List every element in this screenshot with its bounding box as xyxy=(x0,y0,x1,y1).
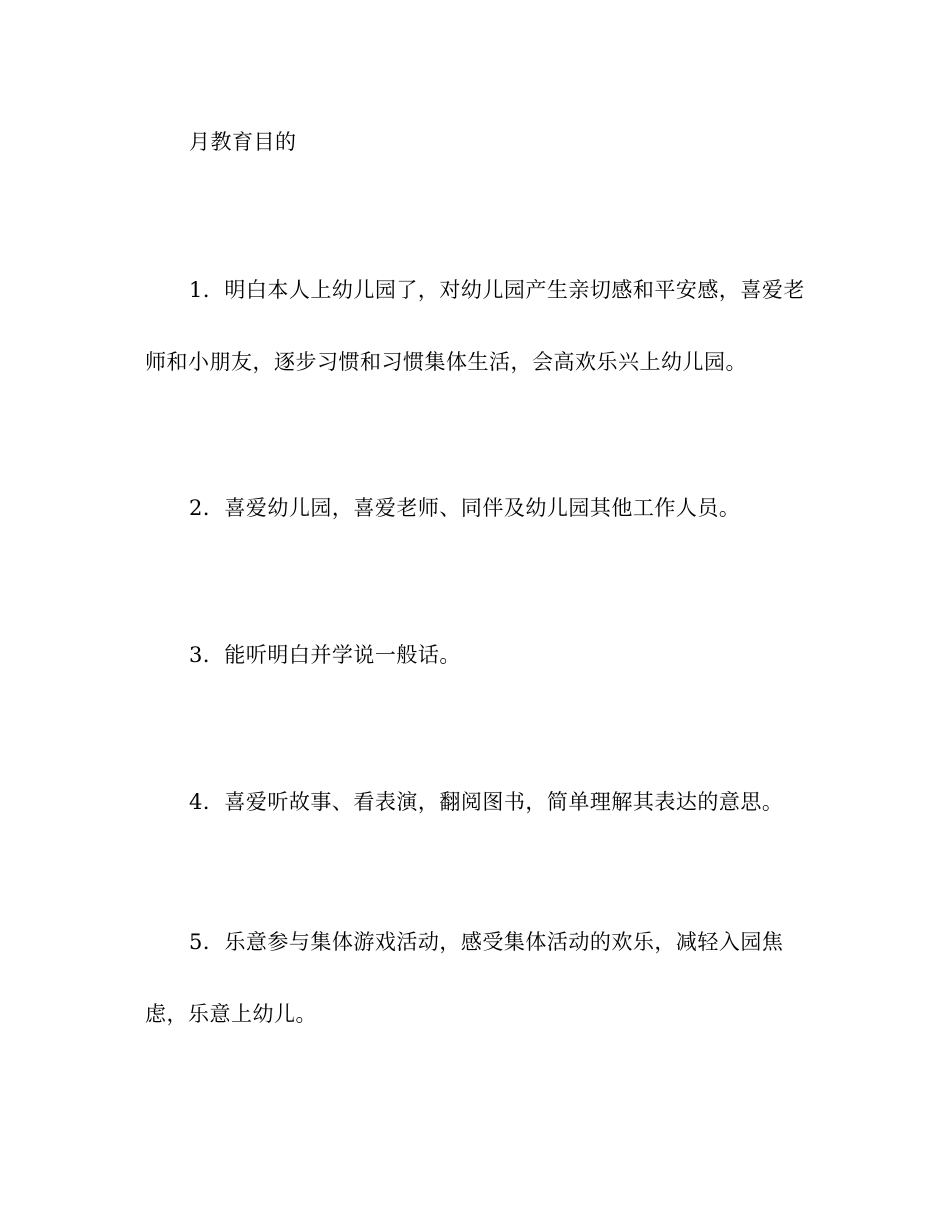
document-heading: 月教育目的 xyxy=(189,130,297,154)
paragraph-item-1: 1．明白本人上幼儿园了，对幼儿园产生亲切感和平安感，喜爱老师和小朋友，逐步习惯和习惯集体生活，会高欢乐兴上幼儿园。 xyxy=(145,278,805,374)
paragraph-item-4: 4．喜爱听故事、看表演，翻阅图书，简单理解其表达的意思。 xyxy=(189,790,784,814)
paragraph-item-3: 3．能听明白并学说一般话。 xyxy=(189,643,461,667)
paragraph-item-2: 2．喜爱幼儿园，喜爱老师、同伴及幼儿园其他工作人员。 xyxy=(189,496,741,520)
paragraph-item-5: 5．乐意参与集体游戏活动，感受集体活动的欢乐，减轻入园焦虑，乐意上幼儿。 xyxy=(145,930,784,1026)
